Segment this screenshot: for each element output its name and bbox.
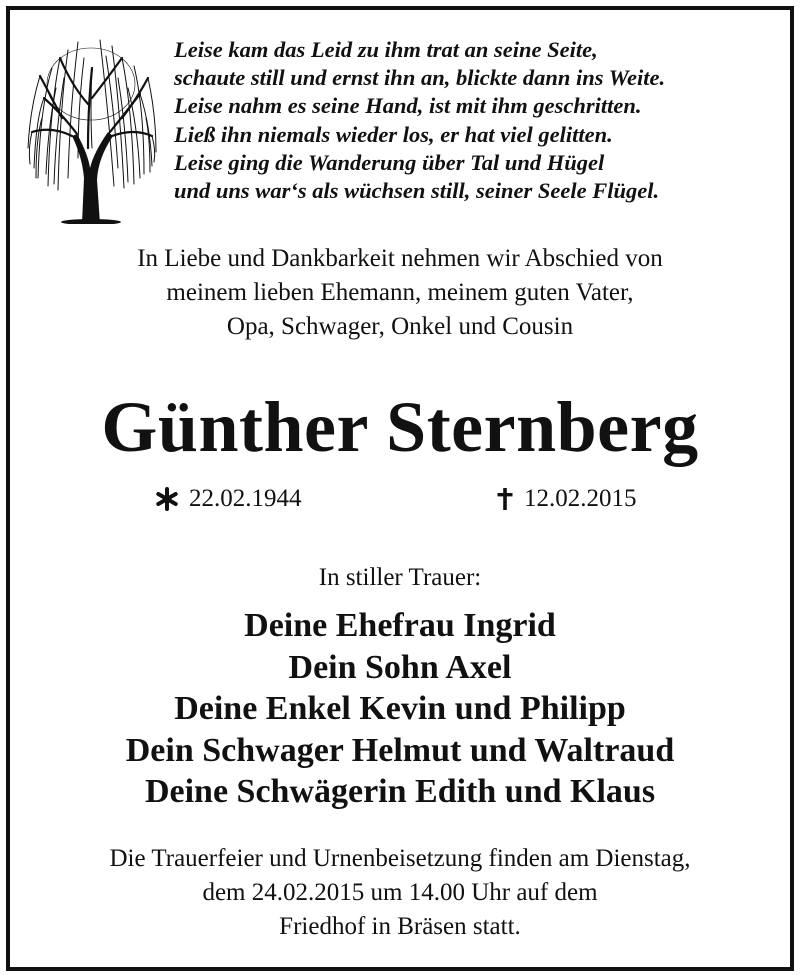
mourner: Deine Schwägerin Edith und Klaus	[144, 773, 656, 810]
ceremony-text	[0, 842, 800, 944]
mourning-label: In stiller Trauer:	[318, 564, 482, 591]
poem	[174, 36, 774, 205]
mourner: Deine Enkel Kevin und Philipp	[174, 690, 626, 727]
intro-line: In Liebe und Dankbarkeit nehmen wir Abschied von	[137, 245, 663, 272]
ceremony-line: Die Trauerfeier und Urnenbeisetzung finden am Dienstag,	[109, 845, 691, 872]
deceased-name: Günther Sternberg	[101, 387, 699, 467]
birth-date: 22.02.1944	[189, 485, 302, 512]
death-date-group	[496, 483, 637, 515]
poem-line: und uns war‘s als wüchsen still, seiner Seele Flügel.	[174, 178, 660, 204]
mourners-list	[0, 605, 800, 813]
death-date: 12.02.2015	[524, 485, 637, 512]
intro-line: meinem lieben Ehemann, meinem guten Vater,	[166, 279, 634, 306]
mourner: Dein Schwager Helmut und Waltraud	[125, 731, 675, 769]
death-cross-icon	[496, 487, 514, 511]
ceremony-line: Friedhof in Bräsen statt.	[279, 913, 521, 940]
mourner: Dein Sohn Axel	[288, 648, 512, 686]
mourner: Deine Ehefrau Ingrid	[244, 607, 556, 644]
ceremony-line: dem 24.02.2015 um 14.00 Uhr auf dem	[202, 879, 598, 906]
intro-line: Opa, Schwager, Onkel und Cousin	[226, 313, 574, 340]
poem-line: Ließ ihn niemals wieder los, er hat viel gelitten.	[174, 121, 613, 147]
willow-tree-icon	[22, 28, 160, 224]
intro-text	[0, 242, 800, 344]
poem-line: schaute still und ernst ihn an, blickte dann ins Weite.	[174, 65, 666, 91]
poem-line: Leise ging die Wanderung über Tal und Hügel	[174, 149, 605, 175]
birth-date-group	[155, 483, 302, 515]
poem-line: Leise kam das Leid zu ihm trat an seine Seite,	[174, 37, 598, 62]
poem-line: Leise nahm es seine Hand, ist mit ihm geschritten.	[174, 93, 642, 119]
birth-asterisk-icon	[155, 487, 179, 511]
